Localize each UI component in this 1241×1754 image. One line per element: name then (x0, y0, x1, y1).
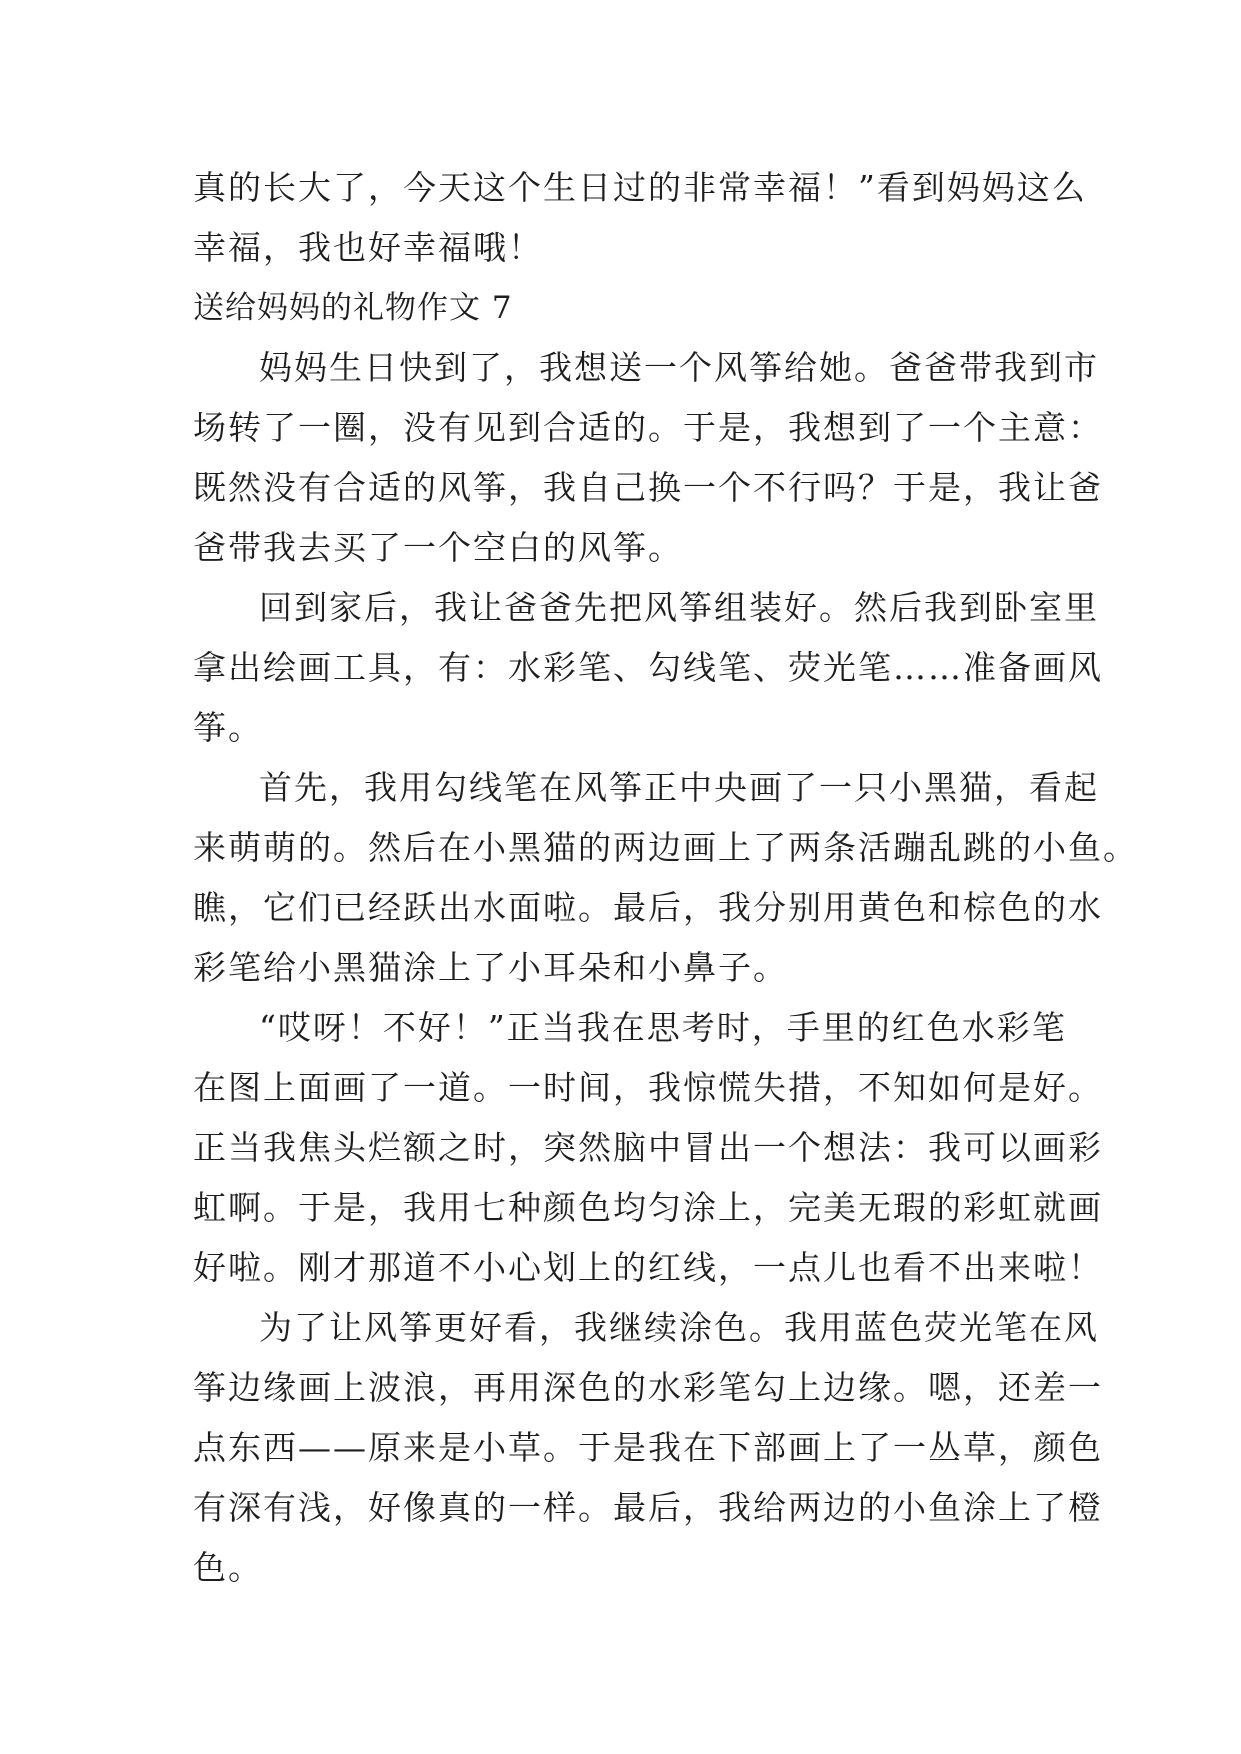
text-line: 点东西——原来是小草。于是我在下部画上了一丛草，颜色 (193, 1428, 1103, 1467)
text-line: 首先，我用勾线笔在风筝正中央画了一只小黑猫，看起 (259, 768, 1099, 807)
text-line: 虹啊。于是，我用七种颜色均匀涂上，完美无瑕的彩虹就画 (193, 1188, 1103, 1227)
text-line: 筝。 (193, 708, 263, 747)
text-line: 为了让风筝更好看，我继续涂色。我用蓝色荧光笔在风 (259, 1308, 1099, 1347)
text-line: 筝边缘画上波浪，再用深色的水彩笔勾上边缘。嗯，还差一 (193, 1368, 1103, 1407)
text-line: 彩笔给小黑猫涂上了小耳朵和小鼻子。 (193, 948, 788, 987)
text-line: 瞧，它们已经跃出水面啦。最后，我分别用黄色和棕色的水 (193, 888, 1103, 927)
text-line: 来萌萌的。然后在小黑猫的两边画上了两条活蹦乱跳的小鱼。 (193, 828, 1138, 867)
text-line: 既然没有合适的风筝，我自己换一个不行吗？于是，我让爸 (193, 468, 1103, 507)
text-line: 在图上面画了一道。一时间，我惊慌失措，不知如何是好。 (193, 1068, 1103, 1107)
text-line: 真的长大了，今天这个生日过的非常幸福！”看到妈妈这么 (193, 168, 1087, 207)
text-line: 拿出绘画工具，有：水彩笔、勾线笔、荧光笔……准备画风 (193, 648, 1103, 687)
text-line: 妈妈生日快到了，我想送一个风筝给她。爸爸带我到市 (259, 348, 1099, 387)
text-line: 色。 (193, 1548, 263, 1587)
text-line: 幸福，我也好幸福哦！ (193, 228, 543, 267)
essay-title: 送给妈妈的礼物作文 7 (193, 290, 513, 326)
document-body (193, 158, 1138, 1598)
text-line: 爸带我去买了一个空白的风筝。 (193, 528, 683, 567)
text-line: 正当我焦头烂额之时，突然脑中冒出一个想法：我可以画彩 (193, 1128, 1103, 1167)
text-line: “哎呀！不好！”正当我在思考时，手里的红色水彩笔 (259, 1008, 1067, 1047)
text-line: 有深有浅，好像真的一样。最后，我给两边的小鱼涂上了橙 (193, 1488, 1103, 1527)
text-line: 场转了一圈，没有见到合适的。于是，我想到了一个主意： (193, 408, 1103, 447)
text-line: 回到家后，我让爸爸先把风筝组装好。然后我到卧室里 (259, 588, 1099, 627)
text-line: 好啦。刚才那道不小心划上的红线，一点儿也看不出来啦！ (193, 1248, 1103, 1287)
